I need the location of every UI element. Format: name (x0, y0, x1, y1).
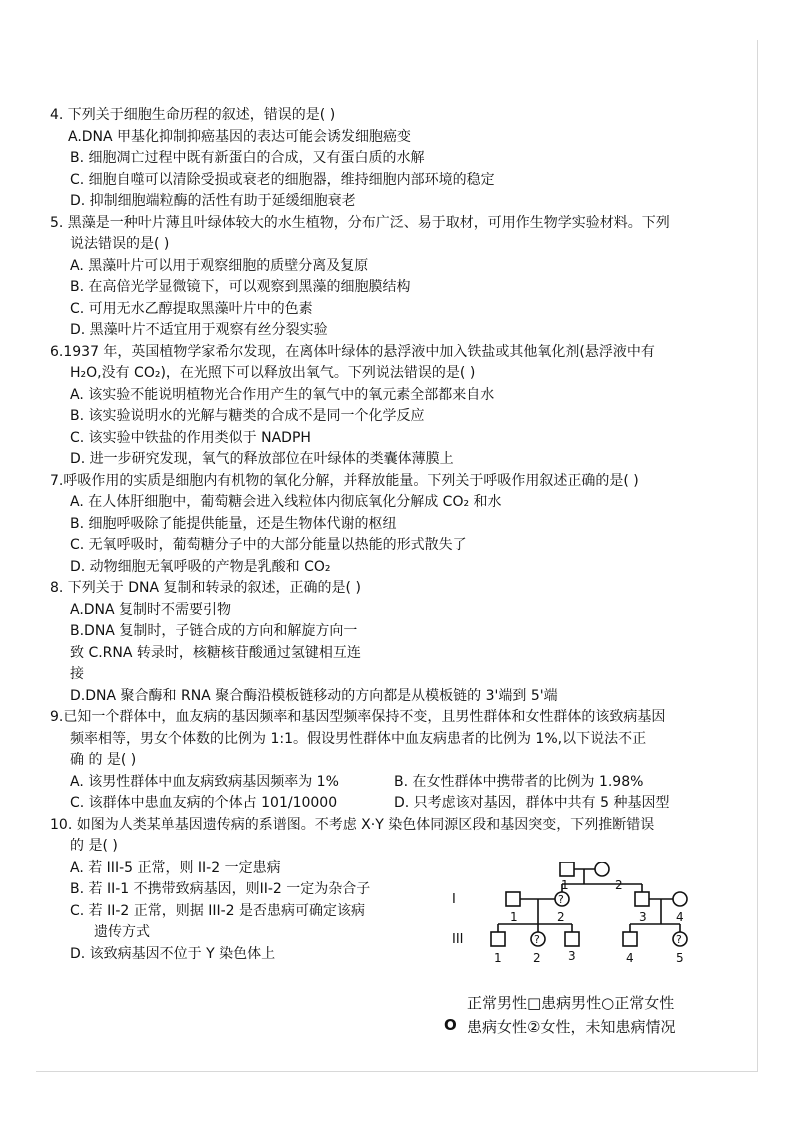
pedigree-legend-line1: 正常男性□患病男性○正常女性 (467, 994, 675, 1012)
pedigree-label-III-5: 5 (676, 951, 684, 965)
pedigree-legend-line2: 患病女性②女性，未知患病情况 (467, 1018, 676, 1036)
pedigree-I-2-female (595, 862, 609, 876)
pedigree-label-II-4: 4 (676, 910, 684, 924)
pedigree-label-I-1: 1 (561, 878, 569, 892)
pedigree-label-II-3: 3 (639, 910, 647, 924)
question-6-option-a: A. 该实验不能说明植物光合作用产生的氧气中的氧元素全部都来自水 (70, 386, 495, 403)
question-7-option-c: C. 无氧呼吸时，葡萄糖分子中的大部分能量以热能的形式散失了 (70, 537, 467, 553)
question-6-option-d: D. 进一步研究发现，氧气的释放部位在叶绿体的类囊体薄膜上 (70, 451, 454, 467)
question-5-option-a: A. 黑藻叶片可以用于观察细胞的质壁分离及复原 (70, 257, 369, 274)
question-6-stem-cont: H₂O,没有 CO₂)，在光照下可以释放出氧气。下列说法错误的是( ) (70, 365, 476, 381)
question-10-option-c: C. 若 II-2 正常，则据 III-2 是否患病可确定该病 (70, 902, 366, 919)
question-8-option-c-cont: 接 (70, 666, 84, 682)
question-4-option-a: A.DNA 甲基化抑制抑癌基因的表达可能会诱发细胞癌变 (68, 128, 412, 145)
question-6-option-b: B. 该实验说明水的光解与糖类的合成不是同一个化学反应 (70, 408, 425, 424)
question-9-option-d: D. 只考虑该对基因，群体中共有 5 种基因型 (394, 795, 670, 811)
pedigree-legend-symbol: O (444, 1016, 457, 1034)
question-10-stem-cont: 的 是( ) (70, 838, 118, 854)
pedigree-label-III-2: 2 (533, 951, 541, 965)
question-8-stem: 8. 下列关于 DNA 复制和转录的叙述，正确的是( ) (50, 580, 361, 596)
question-8-option-a: A.DNA 复制时不需要引物 (70, 601, 232, 618)
question-4-option-b: B. 细胞凋亡过程中既有新蛋白的合成，又有蛋白质的水解 (70, 150, 425, 166)
pedigree-III-3-male (565, 932, 579, 946)
question-5-option-d: D. 黑藻叶片不适宜用于观察有丝分裂实验 (70, 322, 328, 338)
pedigree-I-1-male (560, 862, 574, 876)
question-4-option-c: C. 细胞自噬可以清除受损或衰老的细胞器，维持细胞内部环境的稳定 (70, 171, 495, 188)
question-10-option-a: A. 若 III-5 正常，则 II-2 一定患病 (70, 859, 281, 876)
question-5-stem-cont: 说法错误的是( ) (70, 236, 170, 252)
question-9-stem: 9.已知一个群体中，血友病的基因频率和基因型频率保持不变，且男性群体和女性群体的该致病基因 (50, 709, 666, 725)
pedigree-label-III-4: 4 (626, 951, 634, 965)
pedigree-label-III-3: 3 (568, 949, 576, 963)
question-8-option-b: B.DNA 复制时，子链合成的方向和解旋方向一 (70, 623, 358, 639)
question-9-option-a: A. 该男性群体中血友病致病基因频率为 1% (70, 773, 339, 790)
question-list (50, 105, 740, 965)
pedigree-chart (452, 862, 702, 982)
question-9-option-c: C. 该群体中患血友病的个体占 101/10000 (70, 795, 338, 811)
pedigree-II-1-male (506, 892, 520, 906)
question-5-option-c: C. 可用无水乙醇提取黑藻叶片中的色素 (70, 300, 313, 317)
question-9-stem-cont2: 确 的 是( ) (70, 752, 137, 768)
pedigree-gen-I-label: I (452, 892, 456, 907)
pedigree-II-3-male (635, 892, 649, 906)
question-7-option-a: A. 在人体肝细胞中，葡萄糖会进入线粒体内彻底氧化分解成 CO₂ 和水 (70, 494, 502, 510)
question-10-option-b: B. 若 II-1 不携带致病基因，则II-2 一定为杂合子 (70, 881, 371, 897)
question-9-options-cd (50, 793, 740, 815)
question-9-stem-cont: 频率相等，男女个体数的比例为 1:1。假设男性群体中血友病患者的比例为 1%,以下说法不正 (70, 730, 647, 747)
pedigree-label-II-2: 2 (557, 910, 565, 924)
pedigree-unknown-III-2: ? (534, 933, 540, 946)
pedigree-gen-III-label: III (452, 932, 464, 947)
pedigree-label-I-2: 2 (615, 878, 623, 892)
pedigree-unknown-III-5: ? (676, 933, 682, 946)
question-10-option-c-cont: 遗传方式 (94, 924, 150, 940)
pedigree-III-1-male (491, 932, 505, 946)
question-5-stem: 5. 黑藻是一种叶片薄且叶绿体较大的水生植物，分布广泛、易于取材，可用作生物学实验材料。下列 (50, 214, 670, 231)
question-5-option-b: B. 在高倍光学显微镜下，可以观察到黑藻的细胞膜结构 (70, 279, 411, 295)
question-10-stem: 10. 如图为人类某单基因遗传病的系谱图。不考虑 X·Y 染色体同源区段和基因突变，下列推断错误 (50, 816, 655, 833)
question-7-stem: 7.呼吸作用的实质是细胞内有机物的氧化分解，并释放能量。下列关于呼吸作用叙述正确的是( ) (50, 472, 639, 489)
pedigree-unknown-II-2: ? (558, 893, 564, 906)
question-4-option-d: D. 抑制细胞端粒酶的活性有助于延缓细胞衰老 (70, 193, 356, 209)
question-6-stem: 6.1937 年，英国植物学家希尔发现，在离体叶绿体的悬浮液中加入铁盐或其他氧化剂(悬浮液中有 (50, 343, 655, 360)
pedigree-label-III-1: 1 (494, 951, 502, 965)
question-7-option-d: D. 动物细胞无氧呼吸的产物是乳酸和 CO₂ (70, 558, 331, 575)
pedigree-II-4-female (673, 892, 687, 906)
question-10-option-d: D. 该致病基因不位于 Y 染色体上 (70, 945, 276, 962)
question-6-option-c: C. 该实验中铁盐的作用类似于 NADPH (70, 429, 311, 446)
question-7-option-b: B. 细胞呼吸除了能提供能量，还是生物体代谢的枢纽 (70, 515, 397, 532)
question-9-options-ab (50, 772, 740, 794)
question-8-option-d: D.DNA 聚合酶和 RNA 聚合酶沿模板链移动的方向都是从模板链的 3'端到 5'端 (70, 687, 558, 704)
pedigree-label-II-1: 1 (510, 910, 518, 924)
question-4-stem: 4. 下列关于细胞生命历程的叙述，错误的是( ) (50, 107, 336, 123)
pedigree-III-4-male (623, 932, 637, 946)
question-8-option-b-cont: 致 C.RNA 转录时，核糖核苷酸通过氢键相互连 (70, 644, 361, 661)
question-9-option-b: B. 在女性群体中携带者的比例为 1.98% (394, 773, 644, 790)
